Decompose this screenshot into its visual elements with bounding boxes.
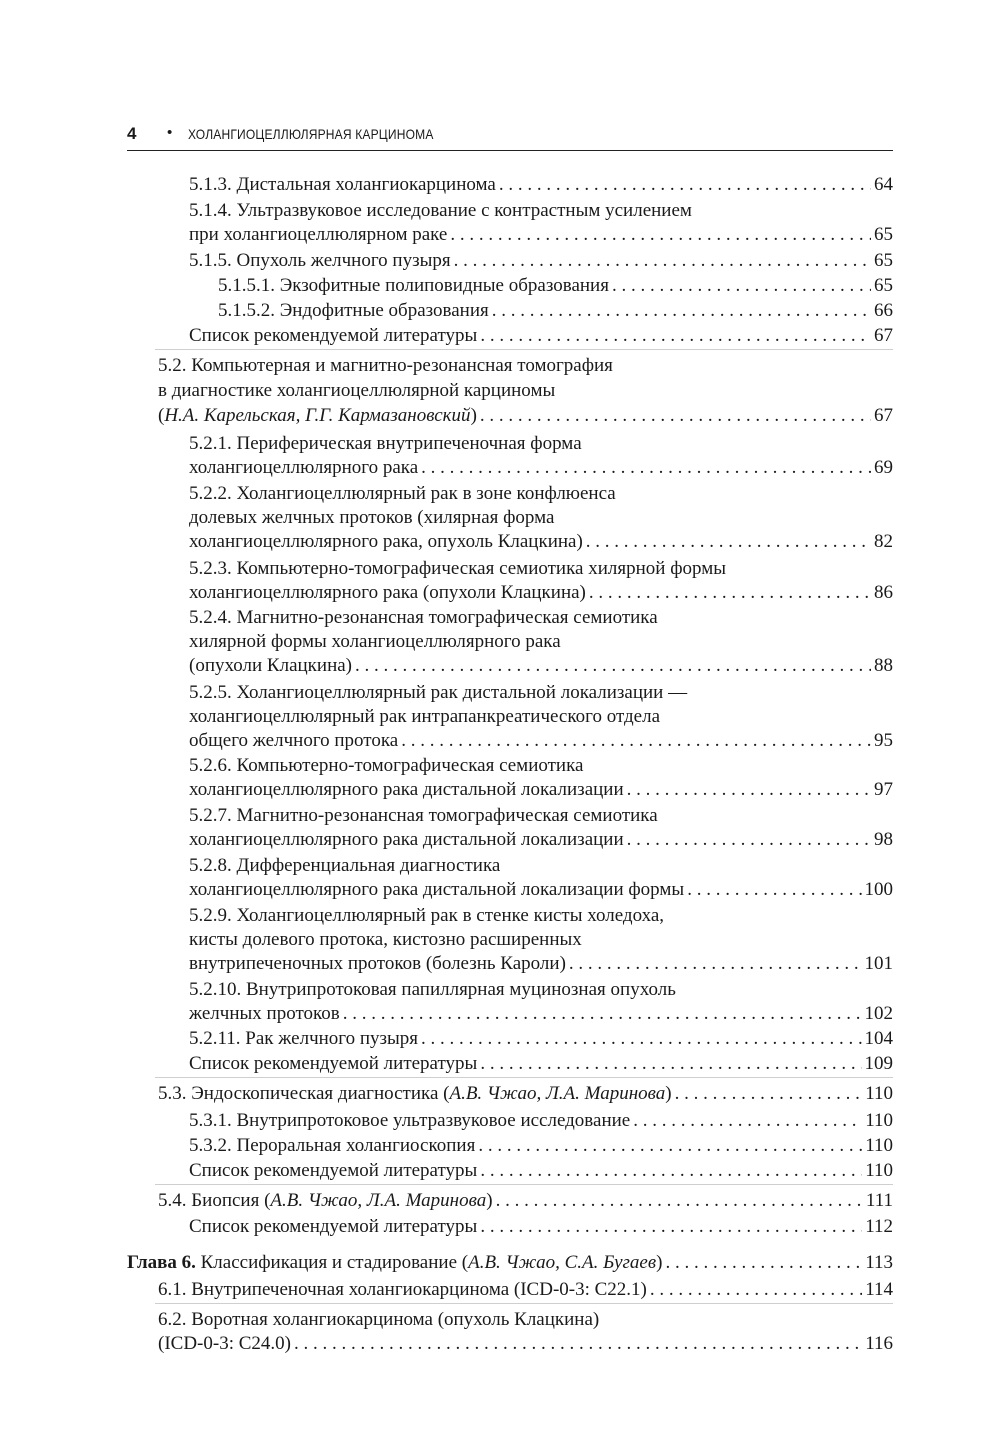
toc-leader-dots <box>612 273 871 298</box>
toc-entry-line: холангиоцеллюлярный рак интрапанкреатического отдела <box>189 706 661 727</box>
toc-page-number: 95 <box>874 730 893 751</box>
toc-leader-dots <box>589 580 871 605</box>
running-title: ХОЛАНГИОЦЕЛЛЮЛЯРНАЯ КАРЦИНОМА <box>188 126 434 142</box>
toc-entry-title: при холангиоцеллюлярном раке <box>189 224 448 245</box>
toc-entry-title: 5.1.5.2. Эндофитные образования <box>218 300 489 321</box>
toc-leader-dots <box>421 455 871 480</box>
toc-entry <box>189 728 893 753</box>
toc-leader-dots <box>480 1214 862 1239</box>
running-header <box>127 124 893 151</box>
toc-leader-dots <box>421 1026 861 1051</box>
toc-entry-title: Список рекомендуемой литературы <box>189 325 478 346</box>
toc-leader-dots <box>627 827 871 852</box>
toc-entry <box>189 1214 893 1239</box>
toc-leader-dots <box>499 172 871 197</box>
toc-entry <box>218 298 893 323</box>
toc-entry-line: долевых желчных протоков (хилярная форма <box>189 507 555 528</box>
toc-entry <box>189 1051 893 1076</box>
toc-entry-line: в диагностике холангиоцеллюлярной карциномы <box>158 380 556 401</box>
toc-page-number: 109 <box>864 1053 893 1074</box>
toc-entry <box>189 529 893 554</box>
toc-page-number: 112 <box>865 1216 893 1237</box>
toc-page-number: 65 <box>874 250 893 271</box>
toc-entry-title: 5.1.5. Опухоль желчного пузыря <box>189 250 451 271</box>
toc-leader-dots <box>480 1051 861 1076</box>
toc-entry-line: 5.2.1. Периферическая внутрипеченочная форма <box>189 433 582 454</box>
toc-entry-title: (ICD-0-3: C24.0) <box>158 1333 291 1354</box>
toc-entry-line: 5.2.3. Компьютерно-томографическая семиотика хилярной формы <box>189 558 727 579</box>
chapter-label: Глава 6. <box>127 1252 196 1273</box>
toc-entry <box>189 222 893 247</box>
toc-leader-dots <box>480 1158 862 1183</box>
toc-page-number: 110 <box>865 1083 893 1104</box>
toc-entry <box>158 1081 893 1106</box>
toc-page-number: 86 <box>874 582 893 603</box>
toc-entry-title: холангиоцеллюлярного рака дистальной локализации формы <box>189 879 685 900</box>
toc-entry <box>158 1277 893 1302</box>
toc-leader-dots <box>569 951 862 976</box>
authors: А.В. Чжао, Л.А. Маринова <box>270 1190 487 1211</box>
toc-entry <box>189 1133 893 1158</box>
toc-entry <box>189 827 893 852</box>
toc-page-number: 110 <box>865 1110 893 1131</box>
toc-leader-dots <box>294 1331 862 1356</box>
toc-entry <box>158 403 893 428</box>
toc-entry-line: 5.2. Компьютерная и магнитно-резонансная томография <box>158 355 613 376</box>
toc-chapter-entry <box>127 1250 893 1275</box>
toc-entry <box>189 248 893 273</box>
toc-entry-title: Список рекомендуемой литературы <box>189 1053 478 1074</box>
toc-entry <box>158 1331 893 1356</box>
toc-leader-dots <box>355 653 871 678</box>
toc-entry <box>189 1158 893 1183</box>
toc-page-number: 100 <box>864 879 893 900</box>
toc-page-number: 97 <box>874 779 893 800</box>
toc-leader-dots <box>627 777 871 802</box>
toc-entry <box>218 273 893 298</box>
toc-entry-line: 5.2.2. Холангиоцеллюлярный рак в зоне конфлюенса <box>189 483 616 504</box>
toc-entry <box>189 1026 893 1051</box>
toc-leader-dots <box>343 1001 862 1026</box>
toc-page-number: 66 <box>874 300 893 321</box>
toc-entry-title: холангиоцеллюлярного рака (опухоли Клацкина) <box>189 582 586 603</box>
toc-entry-line: 5.2.5. Холангиоцеллюлярный рак дистальной локализации — <box>189 682 688 703</box>
toc-page-number: 110 <box>865 1160 893 1181</box>
toc-page-number: 88 <box>874 655 893 676</box>
toc-page-number: 69 <box>874 457 893 478</box>
toc-entry-title: 5.3.1. Внутрипротоковое ультразвуковое исследование <box>189 1110 631 1131</box>
toc-page-number: 82 <box>874 531 893 552</box>
toc-entry <box>189 777 893 802</box>
toc-entry-title: Глава 6. Классификация и стадирование (А.В. Чжао, С.А. Бугаев) <box>127 1252 663 1273</box>
toc-entry-title: 5.1.5.1. Экзофитные полиповидные образования <box>218 275 609 296</box>
section-divider <box>155 1184 893 1185</box>
toc-entry <box>189 653 893 678</box>
toc-page-number: 114 <box>865 1279 893 1300</box>
toc-entry-title: холангиоцеллюлярного рака, опухоль Клацкина) <box>189 531 583 552</box>
section-divider <box>155 349 893 350</box>
toc-entry-title: общего желчного протока <box>189 730 399 751</box>
toc-entry-title: 5.2.11. Рак желчного пузыря <box>189 1028 419 1049</box>
toc-entry-title: 5.3.2. Пероральная холангиоскопия <box>189 1135 476 1156</box>
page-number: 4 <box>127 124 137 143</box>
toc-entry-line: кисты долевого протока, кистозно расширенных <box>189 929 582 950</box>
toc-entry-line: хилярной формы холангиоцеллюлярного рака <box>189 631 561 652</box>
toc-entry-line: 5.2.6. Компьютерно-томографическая семиотика <box>189 755 584 776</box>
toc-page-number: 116 <box>865 1333 893 1354</box>
toc-entry-line: 5.2.8. Дифференциальная диагностика <box>189 855 501 876</box>
toc-entry-title: 5.3. Эндоскопическая диагностика (А.В. Чжао, Л.А. Маринова) <box>158 1083 672 1104</box>
toc-entry-title: Список рекомендуемой литературы <box>189 1216 478 1237</box>
section-divider <box>155 1303 893 1304</box>
toc-leader-dots <box>480 323 871 348</box>
toc-leader-dots <box>480 403 871 428</box>
toc-entry-title: (опухоли Клацкина) <box>189 655 353 676</box>
toc-entry-title: 5.4. Биопсия (А.В. Чжао, Л.А. Маринова) <box>158 1190 493 1211</box>
toc-entry <box>189 323 893 348</box>
toc-page-number: 67 <box>874 405 893 426</box>
toc-entry <box>189 455 893 480</box>
toc-entry-line: 5.2.7. Магнитно-резонансная томографическая семиотика <box>189 805 658 826</box>
toc-page-number: 101 <box>864 953 893 974</box>
toc-entry-line: 5.1.4. Ультразвуковое исследование с контрастным усилением <box>189 200 692 221</box>
toc-leader-dots <box>496 1188 863 1213</box>
authors: А.В. Чжао, С.А. Бугаев <box>468 1252 657 1273</box>
toc-entry <box>158 1188 893 1213</box>
toc-entry <box>189 951 893 976</box>
toc-page-number: 113 <box>865 1252 893 1273</box>
toc-entry-title: 6.1. Внутрипеченочная холангиокарцинома (ICD-0-3: C22.1) <box>158 1279 647 1300</box>
toc-entry <box>189 580 893 605</box>
toc-page-number: 65 <box>874 275 893 296</box>
toc-entry <box>189 1001 893 1026</box>
toc-leader-dots <box>401 728 871 753</box>
toc-entry-line: 5.2.4. Магнитно-резонансная томографическая семиотика <box>189 607 658 628</box>
authors: Н.А. Карельская, Г.Г. Кармазановский <box>164 405 471 426</box>
toc-page-number: 111 <box>865 1190 893 1211</box>
toc-page-number: 110 <box>865 1135 893 1156</box>
toc-entry-title: холангиоцеллюлярного рака дистальной локализации <box>189 779 624 800</box>
toc-entry-title: 5.1.3. Дистальная холангиокарцинома <box>189 174 496 195</box>
toc-leader-dots <box>665 1250 862 1275</box>
toc-leader-dots <box>586 529 871 554</box>
header-bullet: • <box>167 124 173 141</box>
toc-page-number: 65 <box>874 224 893 245</box>
toc-entry-title: холангиоцеллюлярного рака <box>189 457 419 478</box>
toc-page-number: 102 <box>864 1003 893 1024</box>
toc-entry-title: Список рекомендуемой литературы <box>189 1160 478 1181</box>
toc-entry-line: 5.2.9. Холангиоцеллюлярный рак в стенке кисты холедоха, <box>189 905 665 926</box>
toc-entry-title: холангиоцеллюлярного рака дистальной локализации <box>189 829 624 850</box>
toc-leader-dots <box>478 1133 862 1158</box>
authors: А.В. Чжао, Л.А. Маринова <box>449 1083 666 1104</box>
toc-page-number: 104 <box>864 1028 893 1049</box>
toc-page-number: 98 <box>874 829 893 850</box>
toc-entry-title: внутрипеченочных протоков (болезнь Кароли) <box>189 953 566 974</box>
toc-entry-line: 5.2.10. Внутрипротоковая папиллярная муцинозная опухоль <box>189 979 676 1000</box>
toc-entry <box>189 877 893 902</box>
toc-entry-line: 6.2. Воротная холангиокарцинома (опухоль Клацкина) <box>158 1309 600 1330</box>
toc-leader-dots <box>687 877 861 902</box>
toc-page-number: 67 <box>874 325 893 346</box>
toc-leader-dots <box>450 222 871 247</box>
toc-page-number: 64 <box>874 174 893 195</box>
toc-entry <box>189 172 893 197</box>
toc-leader-dots <box>454 248 871 273</box>
toc-leader-dots <box>633 1108 862 1133</box>
toc-entry-title: (Н.А. Карельская, Г.Г. Кармазановский) <box>158 405 477 426</box>
toc-entry-title: желчных протоков <box>189 1003 340 1024</box>
toc-entry <box>189 1108 893 1133</box>
section-divider <box>155 1077 893 1078</box>
toc-leader-dots <box>675 1081 863 1106</box>
toc-leader-dots <box>492 298 871 323</box>
toc-leader-dots <box>650 1277 862 1302</box>
